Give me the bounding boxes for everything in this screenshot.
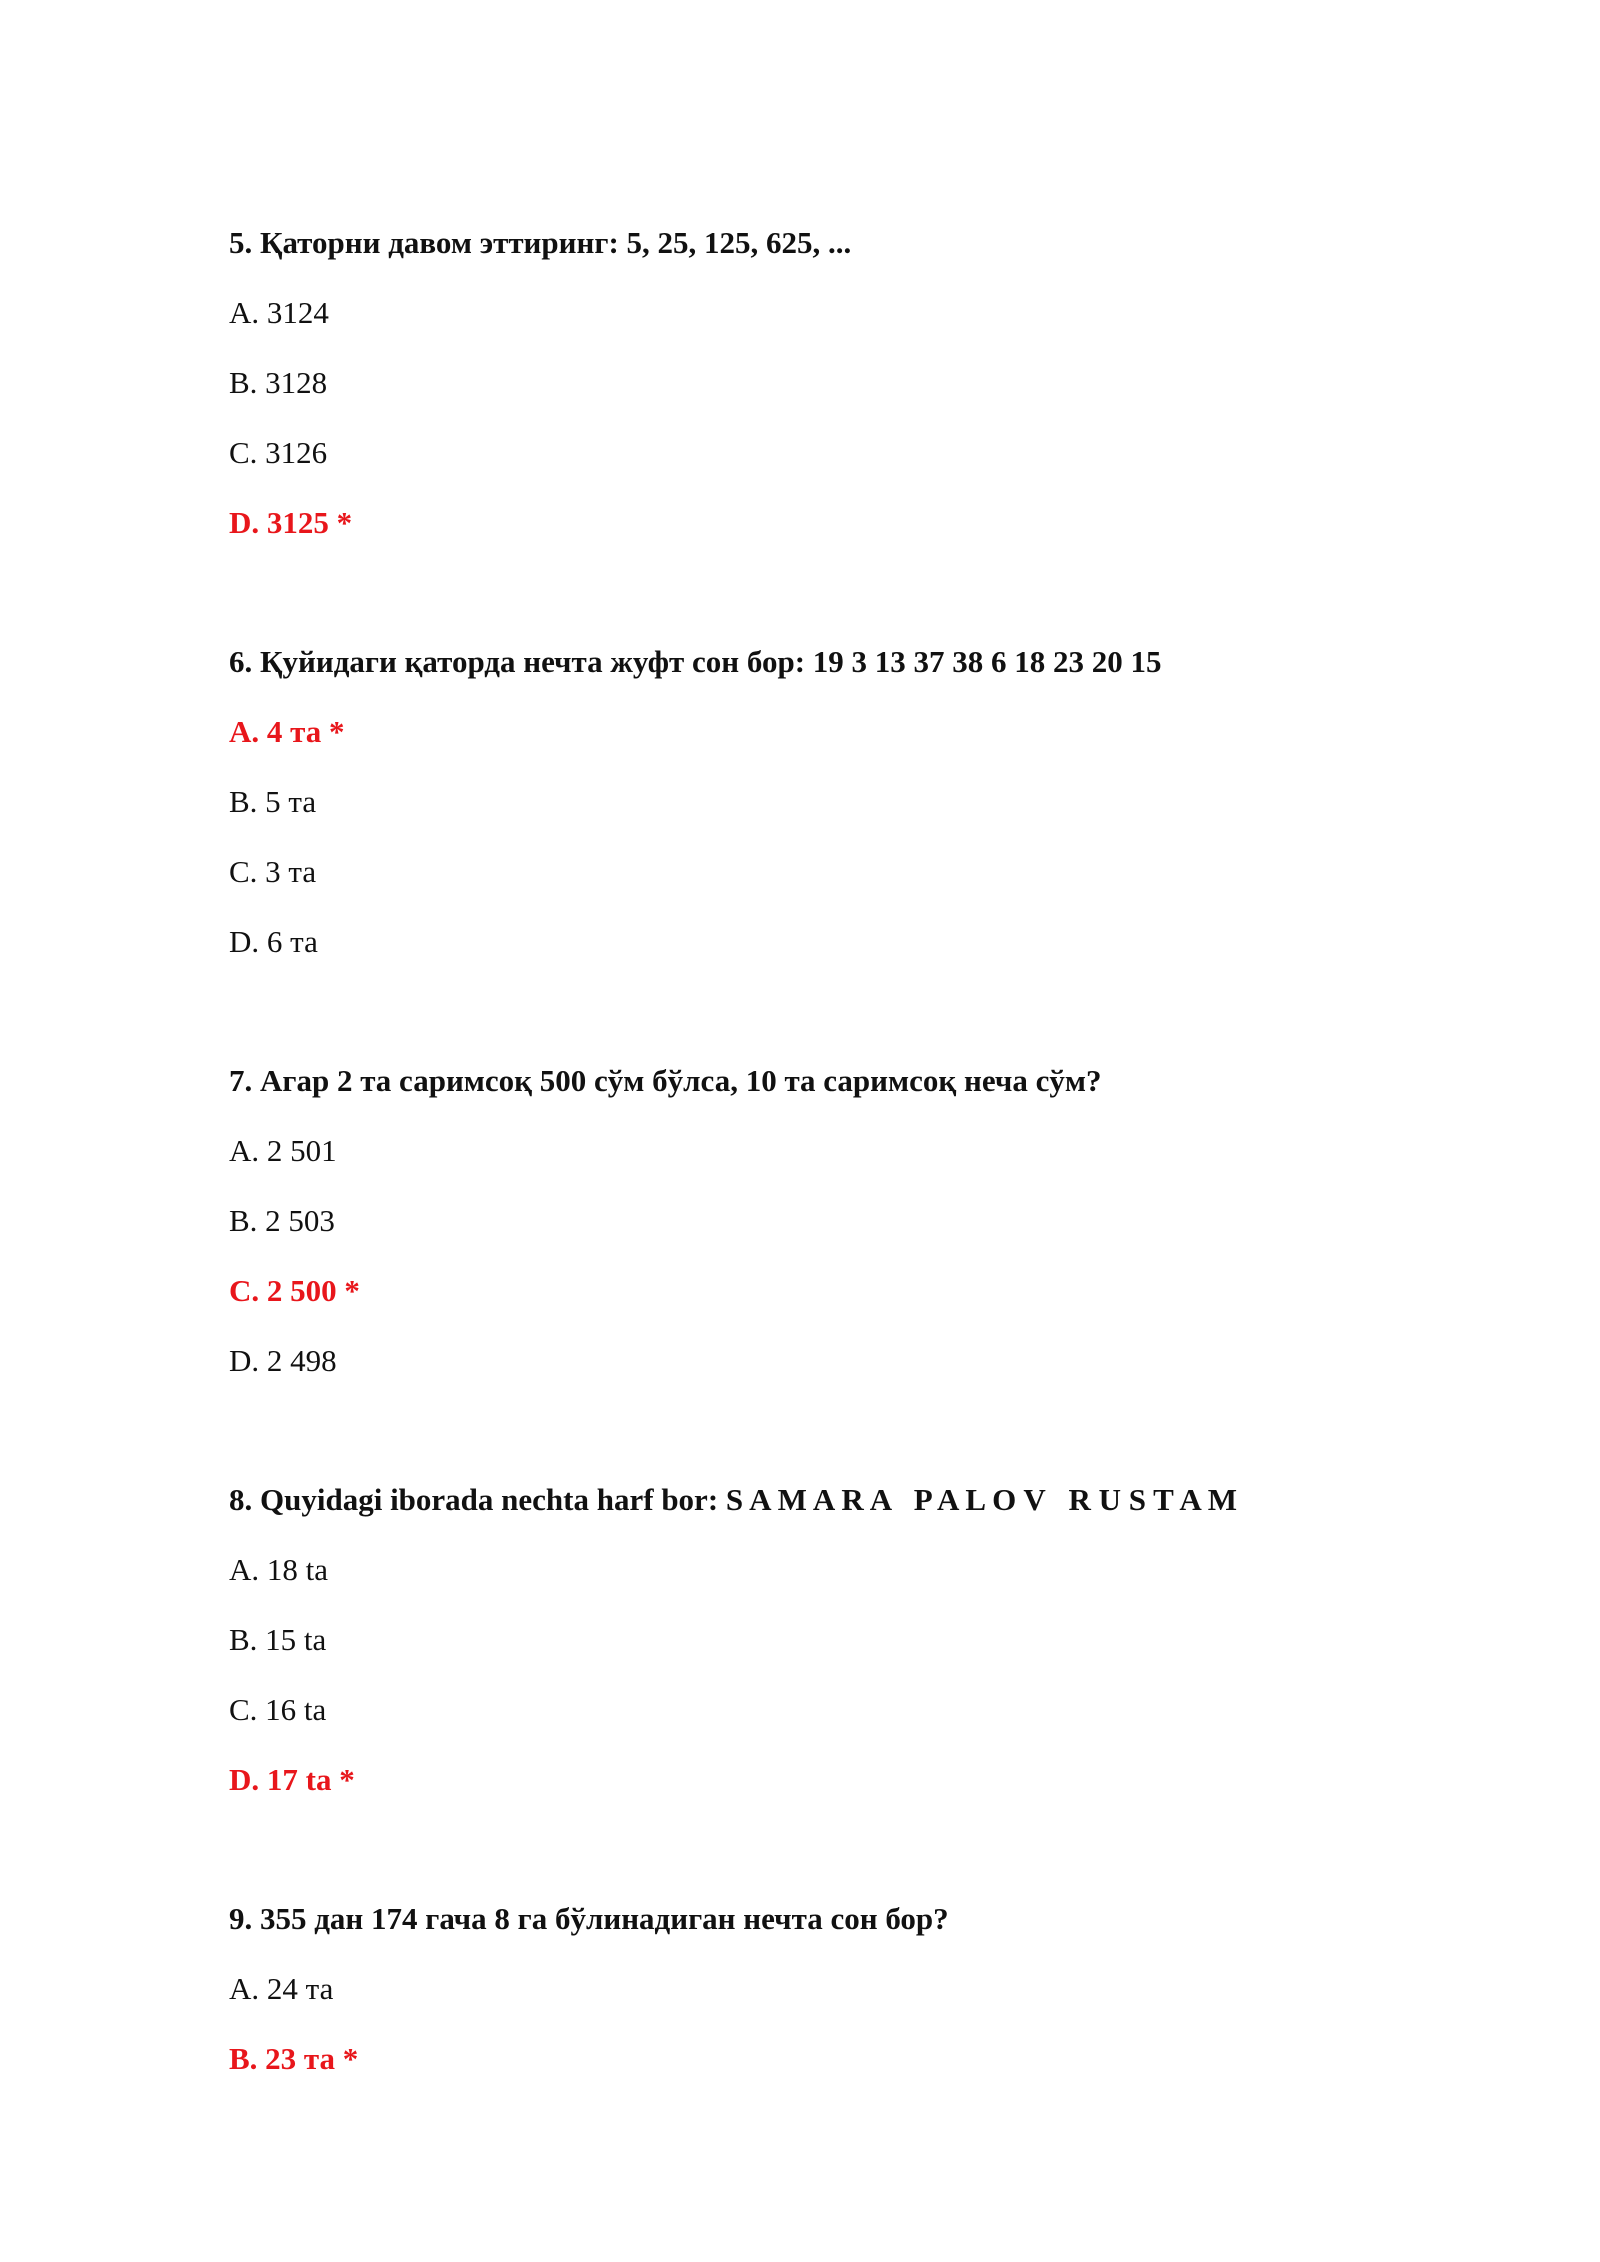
question-title-prefix: 8. Quyidagi iborada nechta harf bor: — [229, 1482, 726, 1517]
option-d: D. 2 498 — [229, 1343, 337, 1378]
question-5 — [229, 208, 1529, 558]
option-a: A. 2 501 — [229, 1133, 337, 1168]
option-b: B. 5 та — [229, 784, 317, 819]
question-6 — [229, 627, 1529, 977]
question-7 — [229, 1046, 1529, 1396]
question-title: 6. Қуйидаги қаторда нечта жуфт сон бор: 19 3 13 37 38 6 18 23 20 15 — [229, 644, 1162, 679]
question-title: 5. Қаторни давом эттиринг: 5, 25, 125, 625, ... — [229, 225, 852, 260]
option-b-correct: B. 23 та * — [229, 2041, 359, 2076]
option-d-correct: D. 3125 * — [229, 505, 353, 540]
option-b: B. 2 503 — [229, 1203, 335, 1238]
option-d: D. 6 та — [229, 924, 318, 959]
option-b: B. 3128 — [229, 365, 328, 400]
option-b: B. 15 ta — [229, 1622, 327, 1657]
option-c: C. 3126 — [229, 435, 328, 470]
question-title: 9. 355 дан 174 гача 8 га бўлинадиган нечта сон бор? — [229, 1901, 949, 1936]
option-a-correct: A. 4 та * — [229, 714, 345, 749]
option-c: C. 16 ta — [229, 1692, 327, 1727]
question-9 — [229, 1884, 1529, 2094]
option-a: A. 24 та — [229, 1971, 334, 2006]
question-title-phrase: S A M A R A P A L O V R U S T A M — [725, 1482, 1238, 1517]
question-title — [229, 1465, 1529, 1535]
option-a: A. 3124 — [229, 295, 329, 330]
option-a: A. 18 ta — [229, 1552, 329, 1587]
question-title: 7. Агар 2 та саримсоқ 500 сўм бўлса, 10 та саримсоқ неча сўм? — [229, 1063, 1102, 1098]
option-c-correct: C. 2 500 * — [229, 1273, 360, 1308]
option-c: C. 3 та — [229, 854, 317, 889]
option-d-correct: D. 17 ta * — [229, 1762, 355, 1797]
question-8 — [229, 1465, 1529, 1815]
